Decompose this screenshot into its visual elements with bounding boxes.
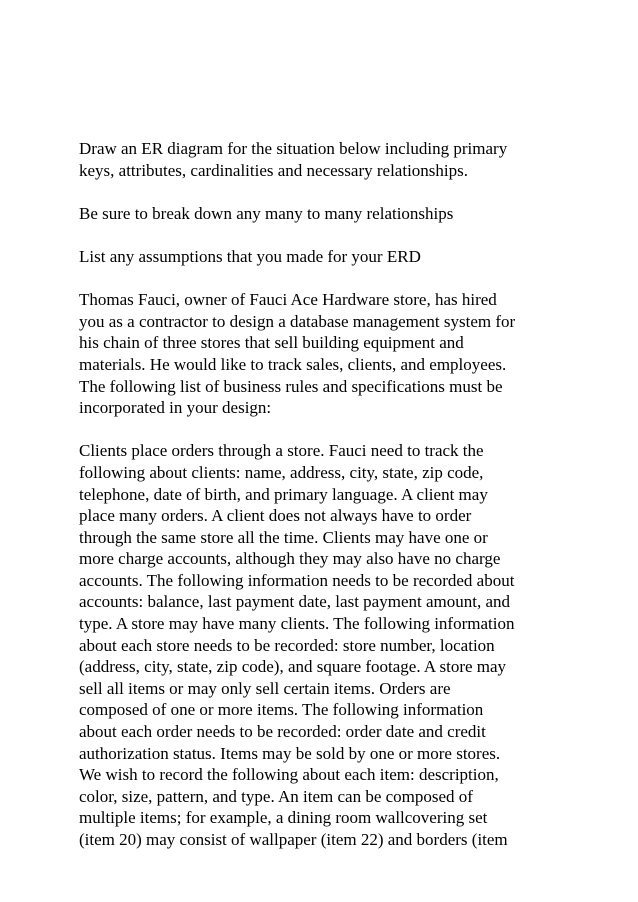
text-line: authorization status. Items may be sold by one or more stores.: [79, 743, 501, 763]
text-line: through the same store all the time. Clients may have one or: [79, 527, 488, 547]
text-line: accounts: balance, last payment date, last payment amount, and: [79, 592, 510, 612]
text-line: Clients place orders through a store. Fauci need to track the: [79, 441, 484, 461]
document-body: [79, 138, 599, 851]
text-line: following about clients: name, address, city, state, zip code,: [79, 462, 484, 482]
text-line: his chain of three stores that sell building equipment and: [79, 333, 464, 353]
text-line: keys, attributes, cardinalities and necessary relationships.: [79, 160, 468, 180]
text-line: Draw an ER diagram for the situation below including primary: [79, 139, 508, 158]
blank-line: [79, 419, 599, 441]
blank-line: [79, 224, 599, 246]
text-line: materials. He would like to track sales, clients, and employees.: [79, 354, 507, 374]
text-line: you as a contractor to design a database management system for: [79, 311, 516, 331]
text-line: composed of one or more items. The following information: [79, 700, 484, 720]
text-line: Thomas Fauci, owner of Fauci Ace Hardware store, has hired: [79, 290, 497, 310]
text-line: color, size, pattern, and type. An item can be composed of: [79, 786, 473, 806]
text-line: (address, city, state, zip code), and square footage. A store may: [79, 657, 507, 677]
text-line: accounts. The following information needs to be recorded about: [79, 570, 515, 590]
blank-line: [79, 181, 599, 203]
text-line: List any assumptions that you made for your ERD: [79, 246, 421, 266]
text-line: Be sure to break down any many to many relationships: [79, 203, 454, 223]
text-line: more charge accounts, although they may also have no charge: [79, 549, 501, 569]
text-line: sell all items or may only sell certain items. Orders are: [79, 678, 451, 698]
text-line: The following list of business rules and specifications must be: [79, 376, 503, 396]
text-line: telephone, date of birth, and primary language. A client may: [79, 484, 488, 504]
text-line: place many orders. A client does not always have to order: [79, 506, 472, 526]
text-line: about each store needs to be recorded: store number, location: [79, 635, 495, 655]
blank-line: [79, 268, 599, 290]
text-line: type. A store may have many clients. The following information: [79, 614, 515, 634]
text-line: about each order needs to be recorded: order date and credit: [79, 722, 486, 742]
text-line: multiple items; for example, a dining room wallcovering set: [79, 808, 488, 828]
text-line: incorporated in your design:: [79, 398, 272, 418]
text-line: (item 20) may consist of wallpaper (item 22) and borders (item: [79, 830, 508, 849]
text-line: We wish to record the following about each item: description,: [79, 765, 499, 785]
